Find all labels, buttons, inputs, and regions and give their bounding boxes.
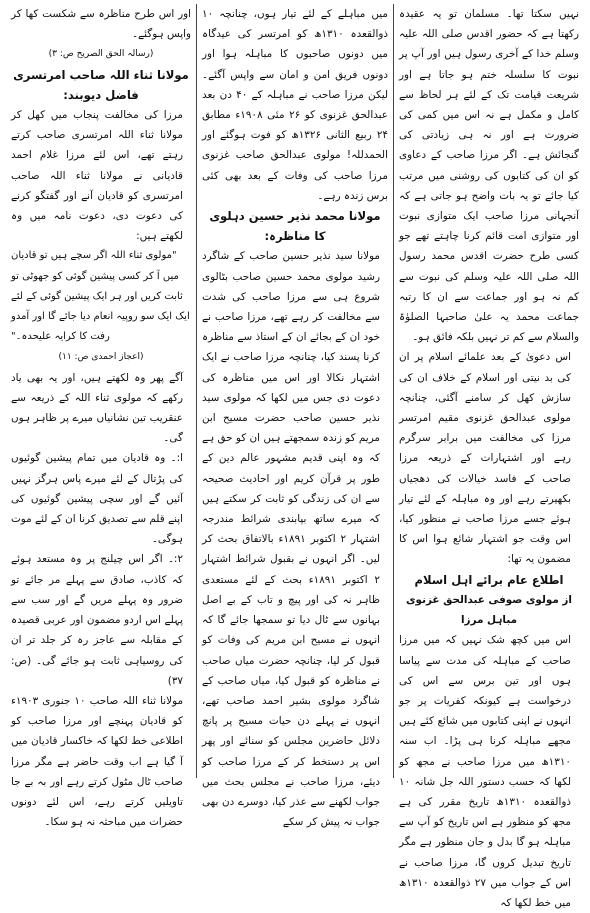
paragraph: مرزا کی مخالفت پنجاب میں کھل کر مولانا ثناء اللہ امرتسری صاحب کرتے رہتے تھے، اس لئے مرزا غلام احمد قادیانی نے مولانا ثناء اللہ صاحب امرتسری کو قادیان آنے اور گفتگو کرنے کی دعوت دی، دعوت نامہ میں وہ لکھتے ہیں: [11,109,183,243]
paragraph: میں مباہلے کے لئے تیار ہوں، چنانچہ ۱۰ ذوالقعدہ ۱۳۱۰ھ کو امرتسر کی عیدگاہ میں دونوں صاحبوں کا مباہلہ ہوا اور دونوں فریق امن و امان سے واپس آگئے۔ لیکن مرزا صاحب نے مباہلہ کے ۴۰ دن بعد عبدالحق غزنوی کو ۲۶ مئی ۱۹۰۸ء مطابق ۲۴ ربیع الثانی ۱۳۲۶ھ کو فوت ہوگئے اور الحمدللہ! مولوی عبدالحق صاحب غزنوی مرزا صاحب کی وفات کے بعد بھی کئی برس زندہ رہے۔ [202,8,389,202]
document-page [6,4,584,909]
paragraph: آگے پھر وہ لکھتے ہیں، اور یہ بھی یاد رکھے کہ مولوی ثناء اللہ کے ذریعہ سے عنقریب تین نشانیاں میرے پر ظاہر ہوں گی۔ [11,371,183,445]
paragraph: اس میں کچھ شک نہیں کہ میں مرزا صاحب کے مباہلہ کی مدت سے پیاسا ہوں اور تین برس سے اس کی درخواست ہے کیونکہ کفریات پر جو انہوں نے اپنی کتابوں میں شائع کئے ہیں مجھے مباہلہ کرنا ہی پڑا۔ اب سنہ ۱۳۱۰ھ میں مرزا صاحب نے مجھ کو لکھا کہ حسب دستور اللہ جل شانہ ۱۰ ذوالقعدہ ۱۳۱۰ھ تاریخ مقرر کی ہے مجھ کو منظور ہے اس تاریخ کو آپ سے مباہلہ ہو گا بدل و جان منظور ہے مگر تاریخ تبدیل کروں گا، مرزا صاحب نے اس کے جواب میں ۲۷ ذوالقعدہ ۱۳۱۰ھ میں خط لکھا کہ [399,634,572,909]
paragraph: اور اس طرح مناظرہ سے شکست کھا کر واپس ہوگئے۔ [11,8,191,41]
paragraph: مولانا ثناء اللہ صاحب ۱۰ جنوری ۱۹۰۳ء کو قادیان پہنچے اور مرزا صاحب کو اطلاعی خط لکھا کہ خاکسار قادیان میں آ گیا ہے اب وقت حاضر ہے مگر مرزا صاحب ٹال مٹول کرتے رہے اور بہ بے جا تاویلیں کرتے رہے، اس لئے دونوں حضرات میں مباحثہ نہ ہو سکا۔ [11,694,184,829]
paragraph: ۲:۔ اگر اس چیلنج پر وہ مستعد ہوئے کہ کاذب، صادق سے پہلے مر جائے تو ضرور وہ پہلے مریں گے اور سب سے پہلے اس اردو مضمون اور عربی قصیدہ کے مقابلہ سے عاجز رہ کر جلد تر ان کی روسیاہی ثابت ہو جائے گی۔ (ص: ۳۷) [11,553,183,687]
paragraph: مولانا سید نذیر حسین صاحب کے شاگرد رشید مولوی محمد حسین صاحب بٹالوی شروع ہی سے مرزا صاحب کی شدت سے مخالفت کر رہے تھے، مرزا صاحب نے خود ان کے بجائے ان کے استاذ سے مناظرہ کرنا پسند کیا، چنانچہ مرزا صاحب نے ایک اشتہار نکالا اور اس میں مناظرہ کی دعوت دی جس میں لکھا کہ مولوی سید نذیر حسین صاحب حضرت مسیح ابن مریم کو زندہ سمجھتے ہیں ان کو حق ہے کہ وہ اپنی قدیم مشہور عالم دین کے طور پر قرآن کریم اور احادیث صحیحہ سے ان کی زندگی کو ثابت کر سکتے ہیں کہ میرے ساتھ بپابندی شرائط مندرجہ اشتہار ۲ اکتوبر ۱۸۹۱ء بالاتفاق بحث کر لیں۔ اگر انہوں نے بقبول شرائط اشتہار ۲ اکتوبر ۱۸۹۱ء بحث کے لئے مستعدی ظاہر نہ کی اور پیچ و تاب کے بے اصل بہانوں سے ٹال دیا تو سمجھا جائے گا کہ انہوں نے مسیح ابن مریم کی وفات کو قبول کر لیا، چنانچہ حضرت میاں صاحب نے مناظرہ کو قبول کیا، میاں صاحب کے شاگرد مولوی بشیر احمد صاحب تھے، انہوں نے پہلے دن حیات مسیح پر پانچ دلائل حاضرین مجلس کو سنائے اور پھر اس پر دستخط کر کے مرزا صاحب کو دیئے، مرزا صاحب نے مجلس بحث میں جواب لکھنے سے عذر کیا، دوسرے دن بھی جواب نہ پیش کر سکے [202,250,380,829]
section-heading: اطلاع عام برائے اہل اسلام [414,572,564,587]
column-middle [196,4,394,829]
section-heading: مولانا ثناء اللہ صاحب امرتسری فاضل دیوبند: [13,67,189,102]
reference-citation: (رسالہ الحق الصریح ص: ۳) [48,49,154,60]
reference-citation: (اعجاز احمدی ص: ۱۱) [58,352,144,363]
paragraph: ا:۔ وہ قادیان میں تمام پیشین گوئیوں کی پڑتال کے لئے میرے پاس ہرگز نہیں آئیں گے اور سچی پیشین گوئیوں کی اپنے قلم سے تصدیق کرنا ان کے لئے موت ہوگی۔ [11,452,183,546]
section-subheading: از مولوی صوفی عبدالحق غزنوی مباہل مرزا [406,593,572,627]
section-heading: مولانا محمد نذیر حسین دہلوی کا مناظرہ: [209,209,381,244]
column-right [394,4,584,909]
column-left [6,4,196,829]
paragraph: نہیں سکتا تھا۔ مسلمان تو یہ عقیدہ رکھتا ہے کہ حضور اقدس صلی اللہ علیہ وسلم خدا کے آخری رسول ہیں اور آپ پر نبوت کا سلسلہ ختم ہو جاتا ہے اور شریعت قیامت تک کے لئے ہر لحاظ سے کامل و مکمل ہے نہ اس میں کمی کی ضرورت ہے اور نہ ہی زیادتی کی گنجائش ہے۔ اگر مرزا صاحب کے دعاوی کو ان کی کتابوں کی روشنی میں مرتب کیا جائے تو یہ بات واضح ہو جاتی ہے کہ آنجہانی مرزا صاحب ایک متوازی نبوت اور متوازی امت قائم کرنا چاہتے تھے جو کسی طرح حضرت اقدس محمد رسول اللہ صلی اللہ علیہ وسلم کی نبوت سے کم نہ ہو اور جماعت سے ان کا رتبہ جماعت محمد یہ علیٰ صاحبہا الصلوٰۃ والسلام سے کم تر نہیں بلکہ فائق ہو۔ [399,8,579,344]
paragraph: اس دعویٰ کے بعد علمائے اسلام پر ان کی بد نیتی اور اسلام کے خلاف ان کی سازش کھل کر سامنے آگئی، چنانچہ مولوی عبدالحق غزنوی مقیم امرتسر مرزا کی مخالفت میں برابر سرگرم رہے اور اشتہارات کے ذریعہ مرزا صاحب کے فاسد خیالات کی دھجیاں بکھیرتے رہے اور وہ مباہلہ کے لئے تیار ہوئے جسے مرزا صاحب نے منظور کیا، اس وقت جو اشتہار شائع ہوا اس کا مضمون یہ تھا: [399,351,571,566]
block-quote: "مولوی ثناء اللہ اگر سچے ہیں تو قادیان میں آ کر کسی پیشین گوئی کو جھوٹی تو ثابت کریں اور ہر ایک پیشین گوئی کے لئے ایک ایک سو روپیہ انعام دیا جائے گا اور آمدو رفت کا کرایہ علیحدہ۔" [11,250,190,343]
